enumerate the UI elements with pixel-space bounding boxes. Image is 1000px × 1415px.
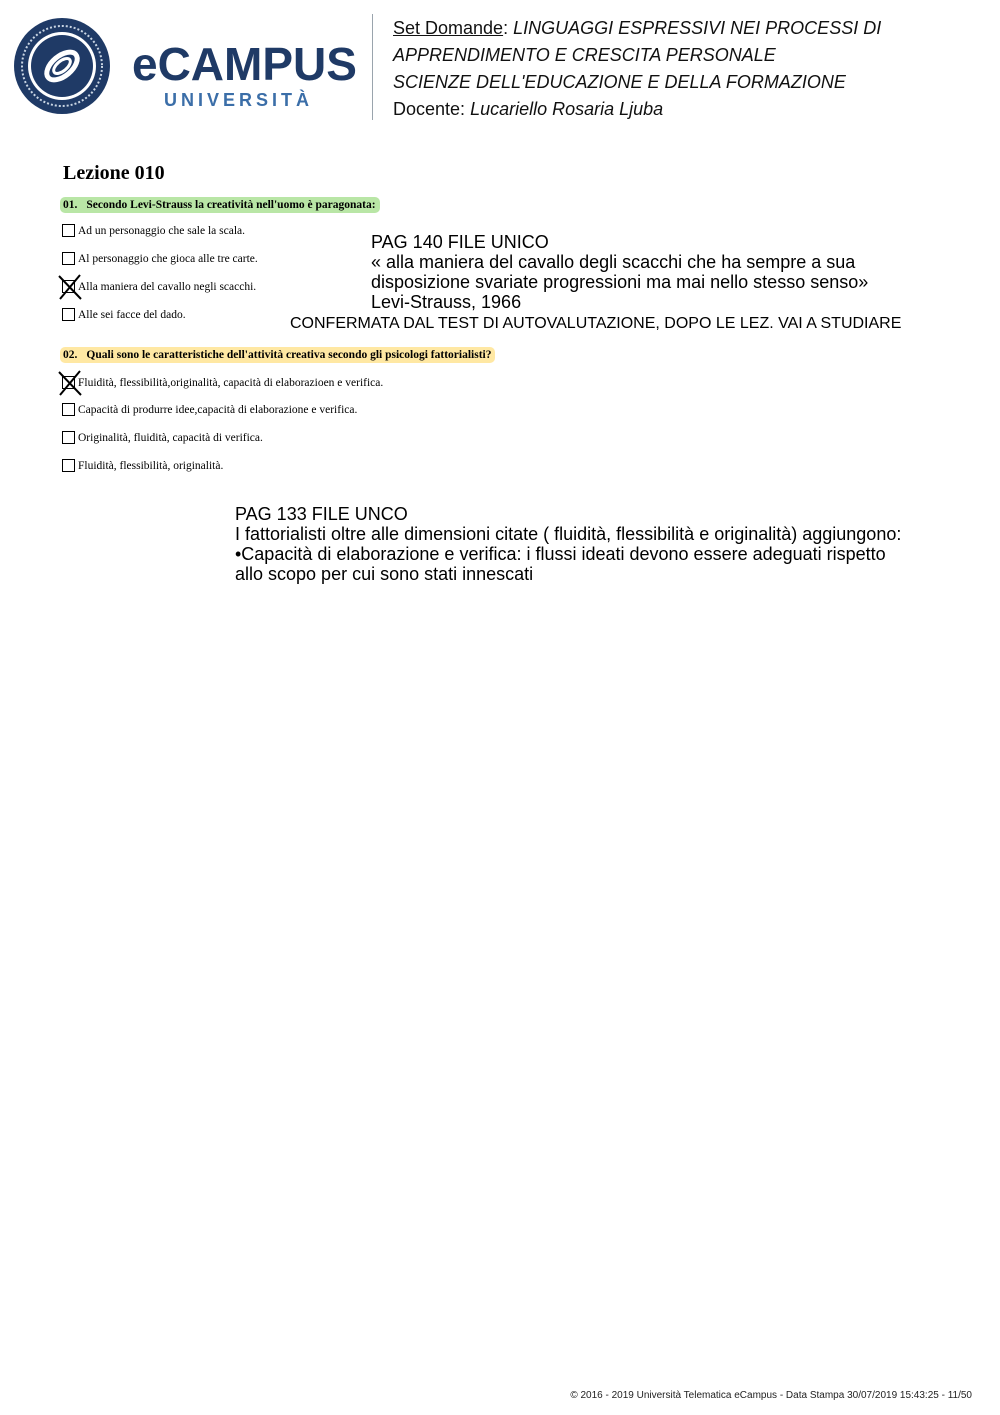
lesson-title: Lezione 010: [63, 162, 165, 184]
option-text: Alla maniera del cavallo negli scacchi.: [78, 280, 257, 293]
note-line: •Capacità di elaborazione e verifica: i flussi ideati devono essere adeguati rispetto: [235, 544, 886, 564]
docente-name: Lucariello Rosaria Ljuba: [470, 99, 664, 119]
question-2-option-1[interactable]: [62, 376, 383, 389]
checkbox[interactable]: [62, 431, 75, 444]
question-2-number: 02.: [63, 349, 78, 361]
set-label: Set Domande: [393, 18, 504, 38]
logo-brand-sub: UNIVERSITÀ: [164, 90, 314, 110]
set-title-line1: [393, 15, 993, 42]
faculty-name: SCIENZE DELL'EDUCAZIONE E DELLA FORMAZIONE: [393, 72, 846, 92]
question-1-option-4[interactable]: [62, 308, 186, 321]
docente-label: Docente:: [393, 99, 466, 119]
docente-line: [393, 96, 993, 123]
option-text: Alle sei facce del dado.: [78, 308, 186, 321]
option-text: Ad un personaggio che sale la scala.: [78, 224, 246, 237]
note-line: disposizione svariate progressioni ma mai nello stesso senso»: [371, 272, 869, 292]
question-1-option-1[interactable]: [62, 224, 245, 237]
checkbox-checked[interactable]: [62, 376, 75, 389]
checkbox[interactable]: [62, 308, 75, 321]
note-line: PAG 133 FILE UNCO: [235, 504, 408, 524]
note-line: « alla maniera del cavallo degli scacchi che ha sempre a sua: [371, 252, 856, 272]
handwritten-x-mark-icon: [57, 369, 83, 397]
option-text: Al personaggio che gioca alle tre carte.: [78, 252, 258, 265]
question-2-note: [235, 504, 901, 584]
option-text: Capacità di produrre idee,capacità di elaborazione e verifica.: [78, 403, 358, 416]
checkbox[interactable]: [62, 224, 75, 237]
question-2-header: [60, 347, 495, 363]
note-line: I fattorialisti oltre alle dimensioni citate ( fluidità, flessibilità e originalità) aggiungono:: [235, 524, 902, 544]
set-colon: :: [503, 18, 509, 38]
checkbox-checked[interactable]: [62, 280, 75, 293]
note-line: PAG 140 FILE UNICO: [371, 232, 549, 252]
note-line: Levi-Strauss, 1966: [371, 292, 522, 312]
checkbox[interactable]: [62, 252, 75, 265]
question-2-text: Quali sono le caratteristiche dell'attività creativa secondo gli psicologi fattorialisti?: [86, 349, 492, 361]
note-line: allo scopo per cui sono stati innescati: [235, 564, 534, 584]
course-title-line1: LINGUAGGI ESPRESSIVI NEI PROCESSI DI: [513, 18, 882, 38]
option-text: Originalità, fluidità, capacità di verifica.: [78, 431, 263, 444]
question-1-confirmation: CONFERMATA DAL TEST DI AUTOVALUTAZIONE, DOPO LE LEZ. VAI A STUDIARE: [290, 315, 902, 332]
question-1-option-2[interactable]: [62, 252, 258, 265]
page-footer: © 2016 - 2019 Università Telematica eCampus - Data Stampa 30/07/2019 15:43:25 - 11/50: [570, 1390, 972, 1401]
question-2-option-4[interactable]: [62, 459, 223, 472]
question-2-option-2[interactable]: [62, 403, 357, 416]
header-info: [393, 15, 993, 123]
ecampus-logo: [14, 14, 359, 118]
handwritten-x-mark-icon: [57, 273, 83, 301]
course-title-line2: APPRENDIMENTO E CRESCITA PERSONALE: [393, 45, 776, 65]
checkbox[interactable]: [62, 403, 75, 416]
question-1-number: 01.: [63, 199, 78, 211]
checkbox[interactable]: [62, 459, 75, 472]
option-text: Fluidità, flessibilità,originalità, capacità di elaborazioen e verifica.: [78, 376, 384, 389]
question-2-option-3[interactable]: [62, 431, 263, 444]
question-1-header: [60, 197, 380, 213]
header-divider: [372, 14, 373, 120]
question-1-text: Secondo Levi-Strauss la creatività nell'uomo è paragonata:: [86, 199, 376, 211]
question-1-option-3[interactable]: [62, 280, 256, 293]
ecampus-emblem-icon: [14, 14, 359, 118]
question-1-note: [371, 232, 868, 312]
option-text: Fluidità, flessibilità, originalità.: [78, 459, 224, 472]
logo-brand-main: eCAMPUS: [132, 38, 357, 90]
